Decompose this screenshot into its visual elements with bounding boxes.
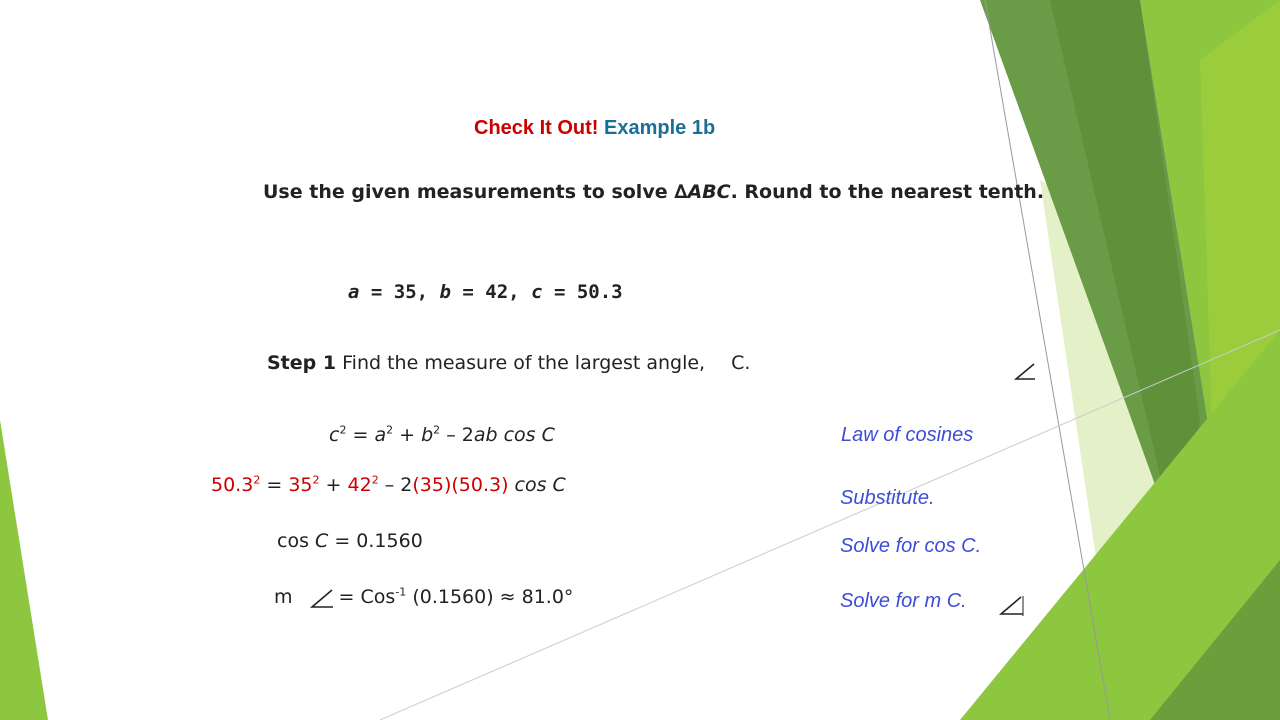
page-title — [474, 117, 715, 140]
instruction-before: Use the given measurements to solve — [263, 181, 675, 203]
eq2-eq: = — [260, 474, 289, 496]
eq2-minus: – 2 — [378, 474, 413, 496]
step1-label: Step 1 — [267, 352, 337, 374]
given-b-val: = 42, — [450, 281, 532, 303]
eq1-c-exp: 2 — [339, 423, 347, 437]
eq2-plus: + — [319, 474, 348, 496]
step1-line — [267, 352, 750, 374]
angle-symbol-icon — [999, 596, 1025, 616]
eq1-plus: + — [393, 424, 422, 446]
instruction-after: . Round to the nearest tenth. — [730, 181, 1045, 203]
given-c-var: c — [531, 281, 543, 303]
eq1-a: a — [374, 424, 387, 446]
step1-angle: C. — [731, 352, 751, 374]
eq4-rest: = Cos — [332, 586, 396, 608]
eq1-a-exp: 2 — [386, 423, 394, 437]
law-of-cosines-equation — [329, 424, 555, 446]
eq3-c: C — [315, 530, 329, 552]
instruction-text — [263, 181, 1044, 203]
given-b-var: b — [439, 281, 451, 303]
eq3-text1: cos — [277, 530, 316, 552]
eq4-inv: -1 — [395, 585, 407, 599]
eq4-arg: (0.1560) ≈ 81.0° — [406, 586, 574, 608]
note-solve-cos: Solve for cos C. — [840, 535, 982, 557]
note-substitute: Substitute. — [840, 487, 935, 509]
angle-symbol-icon — [1014, 363, 1036, 381]
eq2-t2-exp: 2 — [371, 473, 379, 487]
eq4-m: m — [274, 586, 293, 608]
eq1-minus: – 2 — [440, 424, 474, 446]
angle-symbol-icon — [310, 589, 334, 609]
eq1-b: b — [421, 424, 434, 446]
note-solve-m: Solve for m C. — [840, 590, 967, 612]
eq2-t1-exp: 2 — [312, 473, 320, 487]
instruction-triangle: ∆ABC — [674, 181, 731, 203]
eq2-t1: 35 — [288, 474, 313, 496]
eq2-cos: cos C — [508, 474, 566, 496]
eq1-b-exp: 2 — [433, 423, 441, 437]
eq1-c: c — [329, 424, 340, 446]
left-green-sliver — [0, 420, 48, 720]
title-example: Example 1b — [604, 117, 716, 139]
eq2-lhs-exp: 2 — [253, 473, 261, 487]
eq1-eq: = — [346, 424, 375, 446]
given-c-val: = 50.3 — [542, 281, 623, 303]
eq3-text2: = 0.1560 — [328, 530, 423, 552]
title-check-it-out: Check It Out! — [474, 117, 599, 139]
eq1-ab: ab cos C — [473, 424, 555, 446]
note-law-of-cosines: Law of cosines — [841, 424, 974, 446]
eq2-lhs: 50.3 — [211, 474, 254, 496]
given-values — [348, 281, 623, 303]
given-a-var: a — [348, 281, 360, 303]
eq2-prod: (35)(50.3) — [412, 474, 509, 496]
substitution-equation — [211, 474, 566, 496]
eq2-t2: 42 — [347, 474, 372, 496]
given-a-val: = 35, — [359, 281, 440, 303]
cos-c-equation — [277, 530, 423, 552]
step1-text: Find the measure of the largest angle, — [336, 352, 706, 374]
